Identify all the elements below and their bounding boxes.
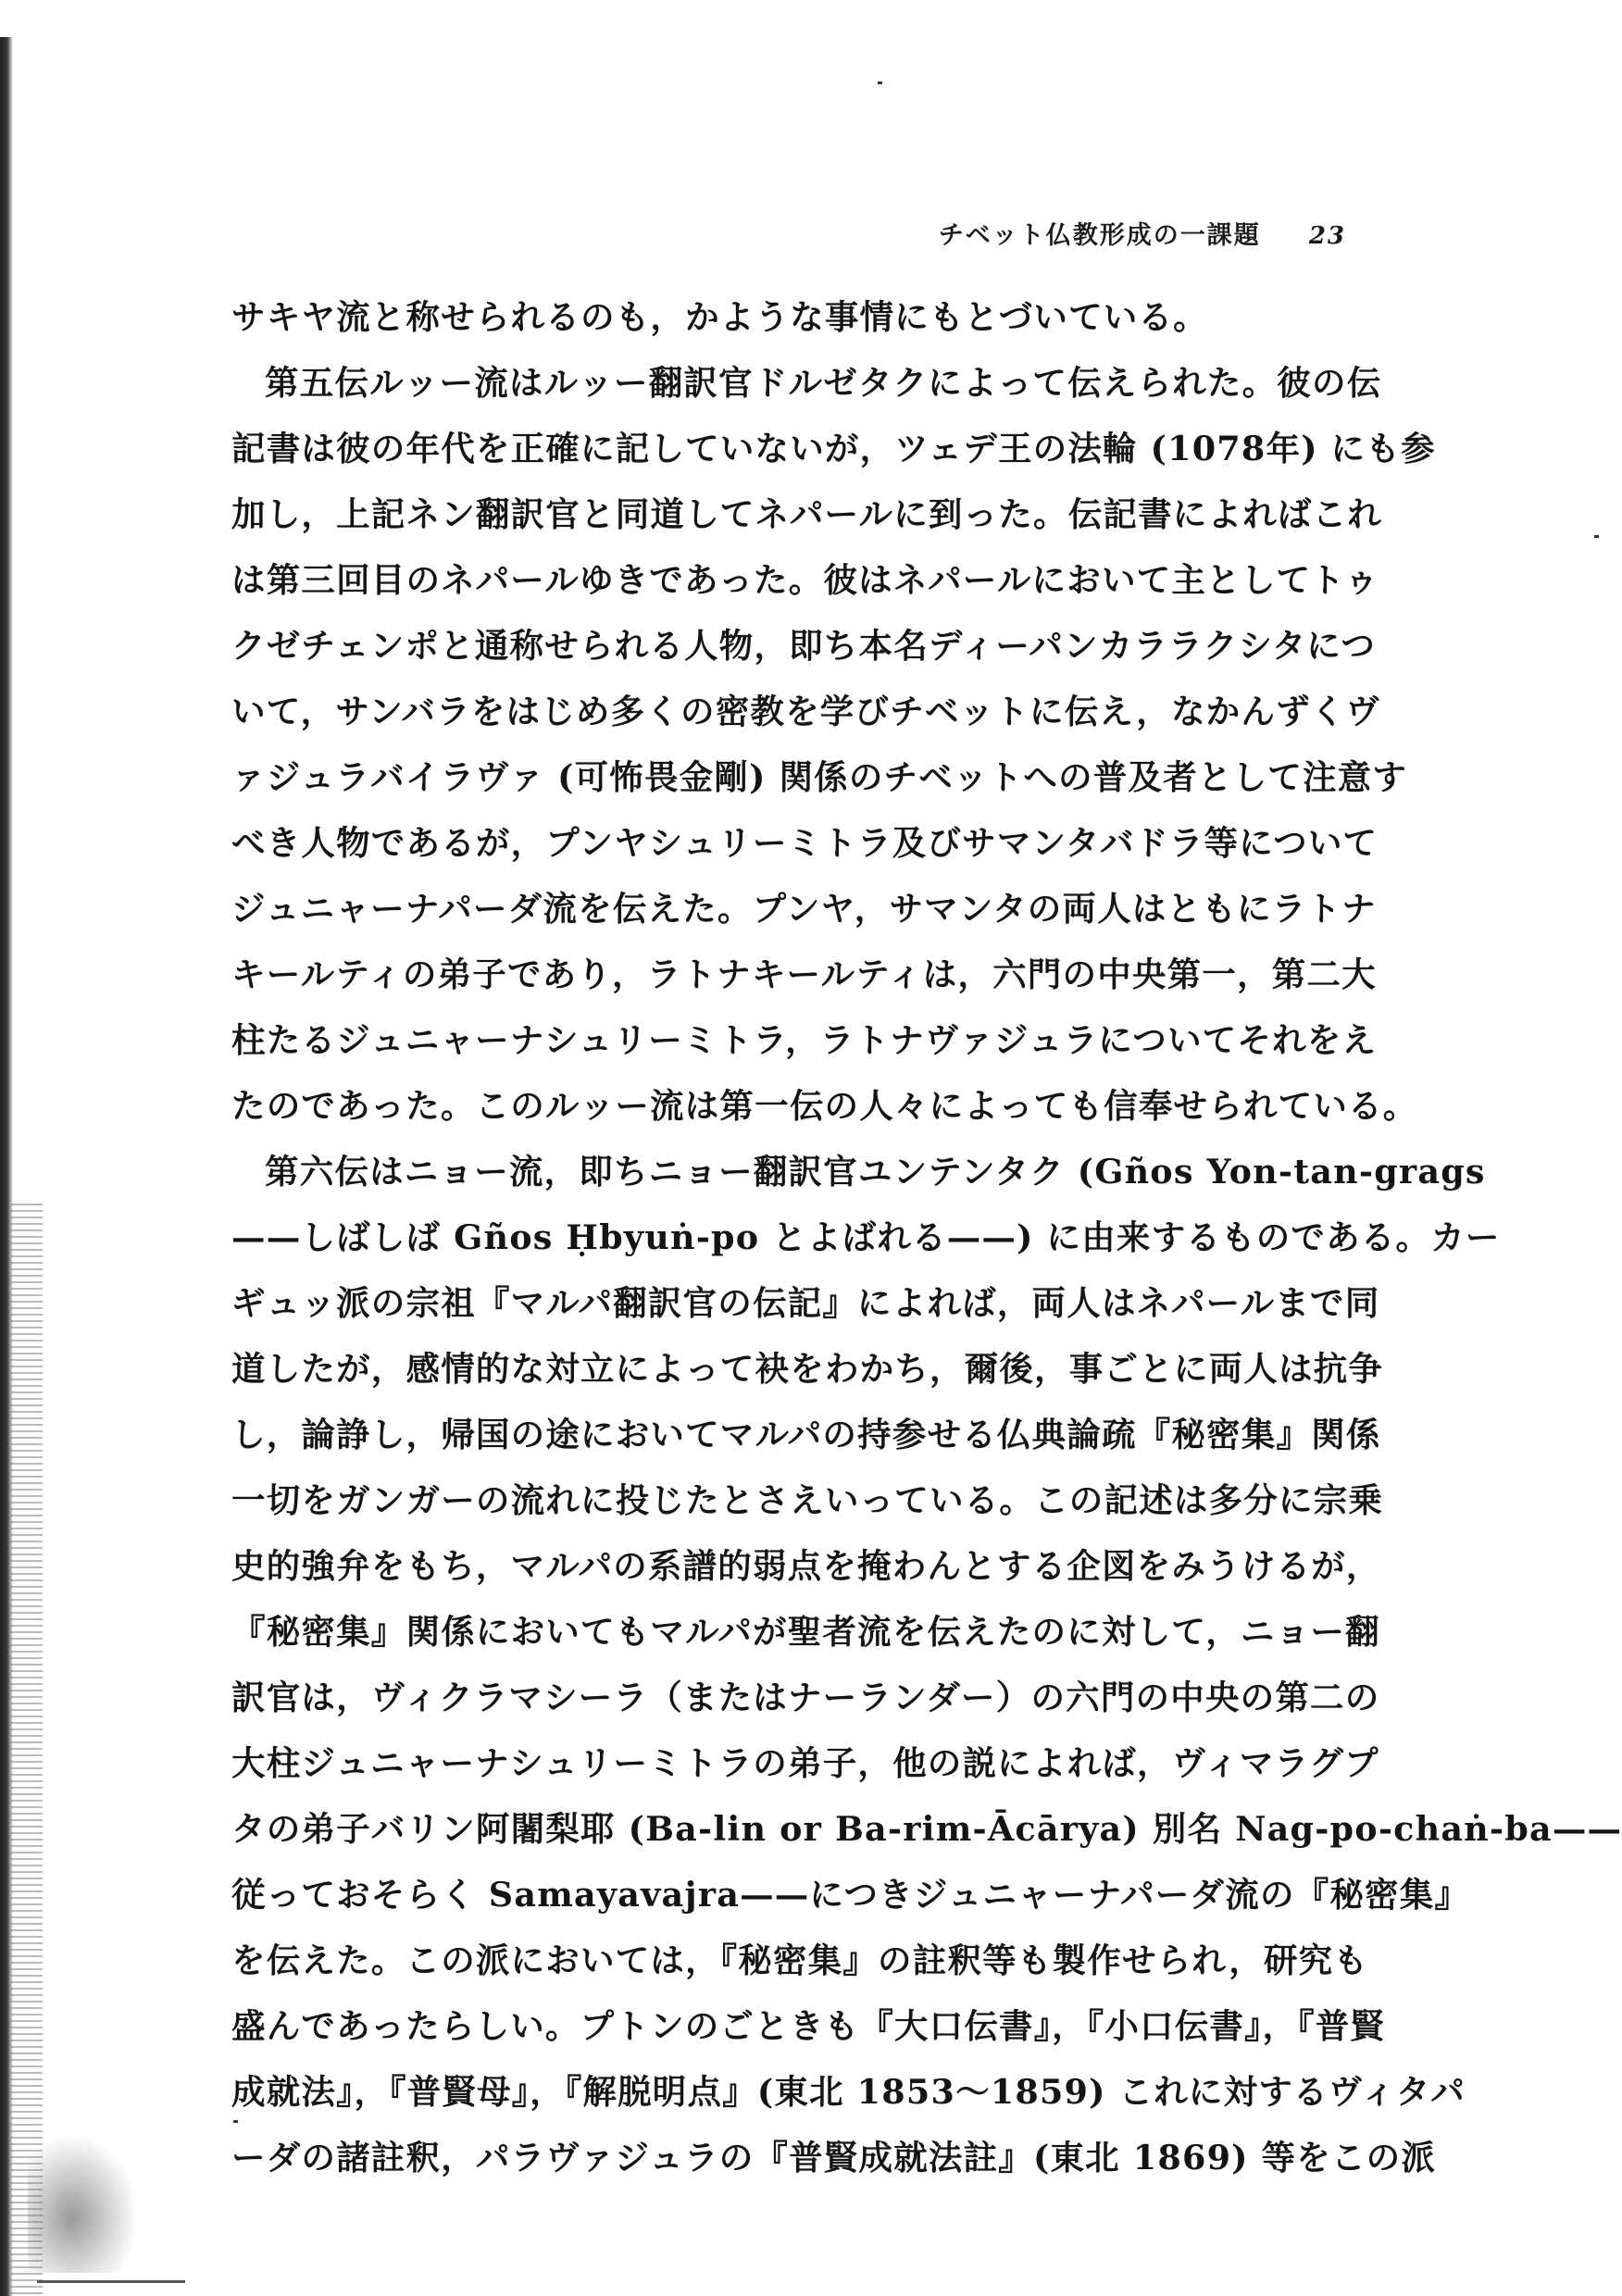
text-line: 成就法』，『普賢母』，『解脱明点』(東北 1853～1859) これに対するヴィタパ	[231, 2072, 1466, 2112]
text-line: 大柱ジュニャーナシュリーミトラの弟子，他の説によれば，ヴィマラグプ	[231, 1743, 1379, 1783]
text-line: 訳官は，ヴィクラマシーラ（またはナーランダー）の六門の中央の第二の	[231, 1678, 1380, 1717]
text-line: タの弟子バリン阿闍梨耶 (Ba-lin or Ba-rim-Ācārya) 別名 Nag-po-chaṅ-ba——	[231, 1809, 1622, 1849]
text-line: ァジュラバイラヴァ (可怖畏金剛) 関係のチベットへの普及者として注意す	[231, 757, 1408, 797]
text-line: 『秘密集』関係においてもマルパが聖者流を伝えたのに対して，ニョー翻	[231, 1612, 1380, 1652]
text-line: ——しばしば Gños Ḥbyuṅ-po とよばれる——) に由来するものである。カー	[231, 1217, 1501, 1257]
stray-mark	[1594, 535, 1599, 538]
text-line: べき人物であるが，プンヤシュリーミトラ及びサマンタバドラ等について	[231, 823, 1379, 863]
running-head	[939, 215, 1346, 251]
text-line: サキヤ流と称せられるのも，かような事情にもとづいている。	[231, 297, 1208, 337]
text-line: し，論諍し，帰国の途においてマルパの持参せる仏典論疏『秘密集』関係	[231, 1415, 1381, 1454]
body-text	[231, 284, 1622, 2190]
text-line: 第五伝ルッー流はルッー翻訳官ドルゼタクによって伝えられた。彼の伝	[265, 363, 1382, 403]
text-line: は第三回目のネパールゆきであった。彼はネパールにおいて主としてトゥ	[231, 560, 1379, 600]
text-line: ジュニャーナパーダ流を伝えた。プンヤ，サマンタの両人はともにラトナ	[231, 889, 1377, 929]
text-line: 道したが，感情的な対立によって袂をわかち，爾後，事ごとに両人は抗争	[231, 1349, 1384, 1389]
stray-mark	[878, 81, 882, 84]
running-head-title: チベット仏教形成の一課題	[938, 221, 1261, 250]
page-number: 23	[1308, 222, 1346, 250]
corner-smudge	[28, 2134, 139, 2273]
text-line: 史的強弁をもち，マルパの系譜的弱点を掩わんとする企図をみうけるが，	[231, 1546, 1381, 1586]
text-line: 加し，上記ネン翻訳官と同道してネパールに到った。伝記書によればこれ	[231, 494, 1383, 534]
text-line: 盛んであったらしい。プトンのごときも『大口伝書』，『小口伝書』，『普賢	[231, 2006, 1386, 2046]
text-line: 一切をガンガーの流れに投じたとさえいっている。この記述は多分に宗乗	[231, 1480, 1384, 1520]
text-line: 柱たるジュニャーナシュリーミトラ，ラトナヴァジュラについてそれをえ	[231, 1020, 1378, 1060]
text-line: 記書は彼の年代を正確に記していないが，ツェデ王の法輪 (1078年) にも参	[231, 429, 1436, 468]
text-line: いて，サンバラをはじめ多くの密教を学びチベットに伝え，なかんずくヴ	[231, 692, 1381, 731]
bottom-edge-rule	[37, 2280, 185, 2283]
binding-speckle	[11, 1204, 43, 2296]
text-line: 第六伝はニョー流，即ちニョー翻訳官ユンテンタク (Gños Yon-tan-grags	[265, 1152, 1486, 1192]
text-line: ギュッ派の宗祖『マルパ翻訳官の伝記』によれば，両人はネパールまで同	[231, 1283, 1380, 1323]
text-line: たのであった。このルッー流は第一伝の人々によっても信奉せられている。	[231, 1086, 1418, 1126]
text-line: クゼチェンポと通称せられる人物，即ち本名ディーパンカララクシタにつ	[231, 626, 1377, 666]
text-line: ーダの諸註釈，パラヴァジュラの『普賢成就法註』(東北 1869) 等をこの派	[231, 2138, 1437, 2177]
text-line: キールティの弟子であり，ラトナキールティは，六門の中央第一，第二大	[231, 955, 1377, 994]
text-line: を伝えた。この派においては，『秘密集』の註釈等も製作せられ，研究も	[231, 1940, 1369, 1980]
text-line: 従っておそらく Samayavajra——につきジュニャーナパーダ流の『秘密集』	[231, 1875, 1470, 1915]
